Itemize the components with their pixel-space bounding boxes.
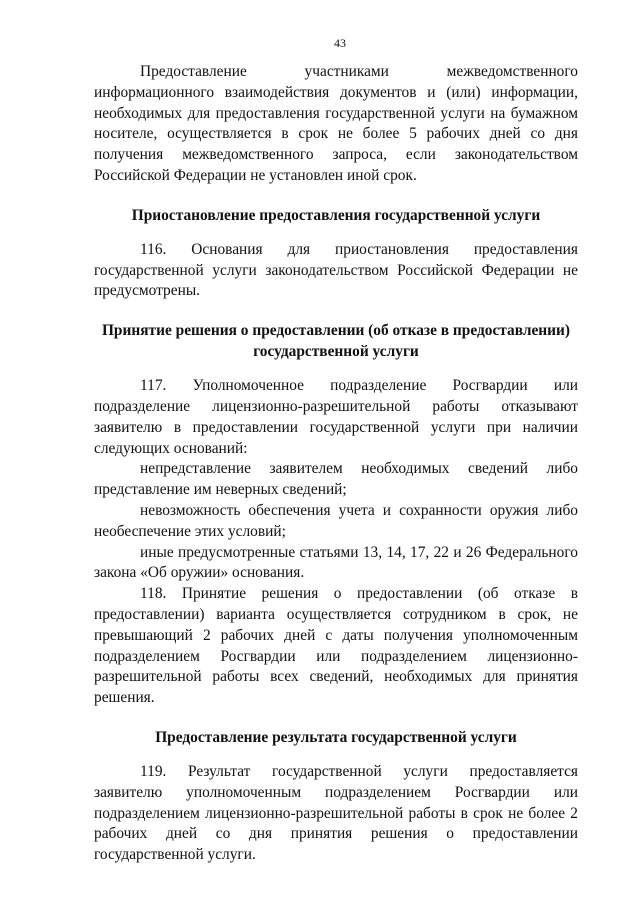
heading-decision-line-2: государственной услуги <box>253 343 419 361</box>
paragraph-117-item-b: невозможность обеспечения учета и сохранности оружия либо необеспечение этих условий; <box>94 501 578 540</box>
paragraph-117-item-a: непредставление заявителем необходимых сведений либо представление им неверных сведений; <box>94 460 578 499</box>
document-body <box>94 62 578 866</box>
heading-result: Предоставление результата государственной услуги <box>155 728 517 746</box>
paragraph-interagency-info: Предоставление участниками межведомственного информационного взаимодействия документов и (или) информации, необходимых для предоставления государственной услуги на бумажном носителе, осуществляется в срок не более 5 рабочих дней со дня получения межведомственного запроса, если законодательством Российской Федерации не установлен иной срок. <box>94 63 578 184</box>
paragraph-118: 118. Принятие решения о предоставлении (об отказе в предоставлении) варианта осуществляется сотрудником в срок, не превышающий 2 рабочих дней с даты получения уполномоченным подразделением Росгвардии или подразделением лицензионно-разрешительной работы всех сведений, необходимых для принятия решения. <box>94 585 578 707</box>
paragraph-116: 116. Основания для приостановления предоставления государственной услуги законодательством Российской Федерации не предусмотрены. <box>94 240 578 300</box>
page-number: 43 <box>334 36 346 50</box>
paragraph-117-item-c: иные предусмотренные статьями 13, 14, 17, 22 и 26 Федерального закона «Об оружии» основания. <box>94 543 578 582</box>
paragraph-119: 119. Результат государственной услуги предоставляется заявителю уполномоченным подразделением Росгвардии или подразделением лицензионно-разрешительной работы в срок не более 2 рабочих дней со дня принятия решения о предоставлении государственной услуги. <box>94 762 578 864</box>
paragraph-117: 117. Уполномоченное подразделение Росгвардии или подразделение лицензионно-разрешительной работы отказывают заявителю в предоставлении государственной услуги при наличии следующих оснований: <box>94 377 578 457</box>
heading-suspension: Приостановление предоставления государственной услуги <box>131 206 541 224</box>
heading-decision-line-1: Принятие решения о предоставлении (об отказе в предоставлении) <box>101 322 571 340</box>
